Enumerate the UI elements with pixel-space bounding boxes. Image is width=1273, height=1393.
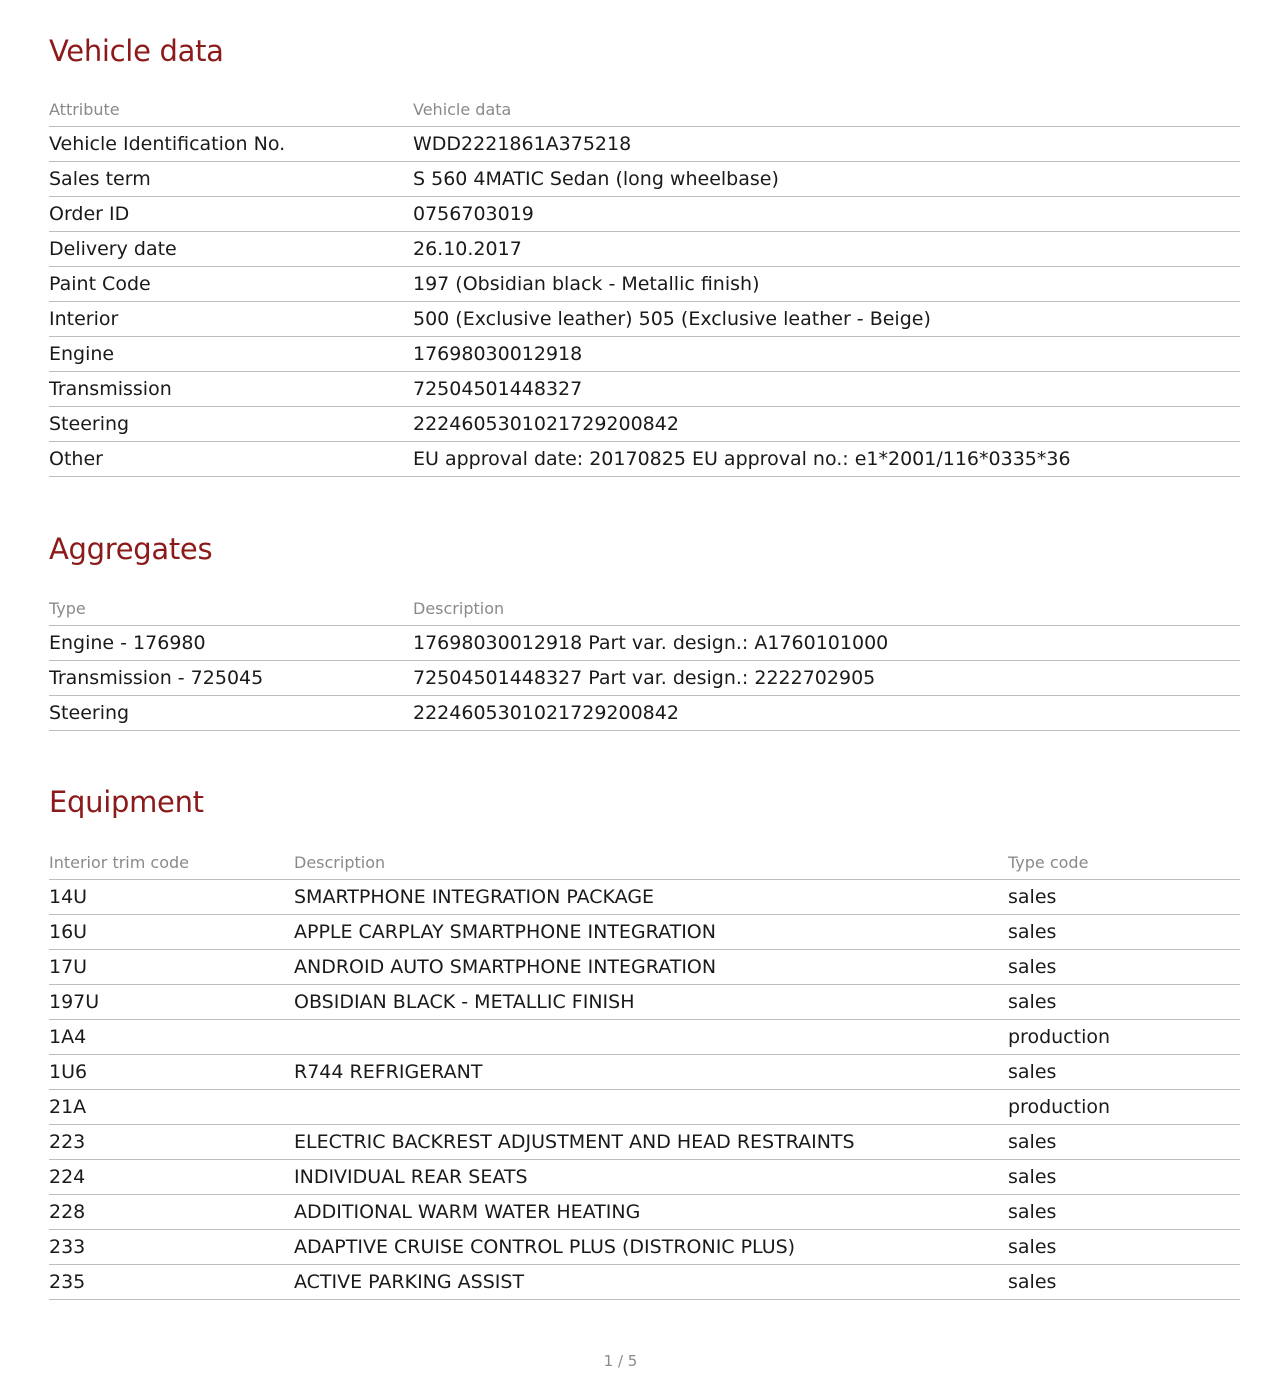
vehicle-data-table bbox=[49, 92, 1240, 477]
trim-code-cell: 223 bbox=[49, 1125, 294, 1160]
equipment-rows bbox=[49, 880, 1240, 1300]
table-row bbox=[49, 1055, 1240, 1090]
attribute-cell: Steering bbox=[49, 407, 413, 442]
column-header-attribute: Attribute bbox=[49, 92, 413, 127]
type-code-cell: sales bbox=[1008, 1055, 1240, 1090]
type-code-cell: sales bbox=[1008, 1195, 1240, 1230]
table-row bbox=[49, 407, 1240, 442]
description-cell: ELECTRIC BACKREST ADJUSTMENT AND HEAD RESTRAINTS bbox=[294, 1125, 1008, 1160]
trim-code-cell: 14U bbox=[49, 880, 294, 915]
value-cell: 197 (Obsidian black - Metallic finish) bbox=[413, 267, 1240, 302]
type-code-cell: sales bbox=[1008, 1265, 1240, 1300]
value-cell: 2224605301021729200842 bbox=[413, 407, 1240, 442]
table-header-row bbox=[49, 845, 1240, 880]
table-row bbox=[49, 626, 1240, 661]
trim-code-cell: 16U bbox=[49, 915, 294, 950]
description-cell: R744 REFRIGERANT bbox=[294, 1055, 1008, 1090]
column-header-interior-trim-code: Interior trim code bbox=[49, 845, 294, 880]
value-cell: 72504501448327 bbox=[413, 372, 1240, 407]
table-row bbox=[49, 915, 1240, 950]
table-row bbox=[49, 950, 1240, 985]
table-row bbox=[49, 267, 1240, 302]
type-code-cell: sales bbox=[1008, 915, 1240, 950]
description-cell: APPLE CARPLAY SMARTPHONE INTEGRATION bbox=[294, 915, 1008, 950]
column-header-vehicle-data: Vehicle data bbox=[413, 92, 1240, 127]
trim-code-cell: 1U6 bbox=[49, 1055, 294, 1090]
description-cell: ACTIVE PARKING ASSIST bbox=[294, 1265, 1008, 1300]
description-cell bbox=[294, 1020, 1008, 1055]
table-row bbox=[49, 1230, 1240, 1265]
table-row bbox=[49, 337, 1240, 372]
section-title-aggregates: Aggregates bbox=[49, 532, 213, 566]
description-cell: 72504501448327 Part var. design.: 2222702905 bbox=[413, 661, 1240, 696]
table-row bbox=[49, 127, 1240, 162]
type-cell: Transmission - 725045 bbox=[49, 661, 413, 696]
table-row bbox=[49, 442, 1240, 477]
aggregates-section bbox=[49, 531, 1240, 731]
attribute-cell: Paint Code bbox=[49, 267, 413, 302]
column-header-type-code: Type code bbox=[1008, 845, 1240, 880]
table-row bbox=[49, 1160, 1240, 1195]
section-title-equipment: Equipment bbox=[49, 785, 204, 819]
type-code-cell: sales bbox=[1008, 880, 1240, 915]
value-cell: EU approval date: 20170825 EU approval no.: e1*2001/116*0335*36 bbox=[413, 442, 1240, 477]
equipment-section bbox=[49, 784, 1240, 1300]
type-code-cell: production bbox=[1008, 1090, 1240, 1125]
attribute-cell: Engine bbox=[49, 337, 413, 372]
table-row bbox=[49, 162, 1240, 197]
value-cell: 500 (Exclusive leather) 505 (Exclusive leather - Beige) bbox=[413, 302, 1240, 337]
description-cell: INDIVIDUAL REAR SEATS bbox=[294, 1160, 1008, 1195]
description-cell: ANDROID AUTO SMARTPHONE INTEGRATION bbox=[294, 950, 1008, 985]
description-cell: ADDITIONAL WARM WATER HEATING bbox=[294, 1195, 1008, 1230]
table-row bbox=[49, 1265, 1240, 1300]
table-header-row bbox=[49, 92, 1240, 127]
trim-code-cell: 233 bbox=[49, 1230, 294, 1265]
trim-code-cell: 1A4 bbox=[49, 1020, 294, 1055]
trim-code-cell: 17U bbox=[49, 950, 294, 985]
value-cell: S 560 4MATIC Sedan (long wheelbase) bbox=[413, 162, 1240, 197]
aggregates-rows bbox=[49, 626, 1240, 731]
page-indicator: 1 / 5 bbox=[603, 1352, 638, 1370]
table-row bbox=[49, 880, 1240, 915]
table-row bbox=[49, 197, 1240, 232]
section-title-vehicle-data: Vehicle data bbox=[49, 34, 224, 68]
table-row bbox=[49, 1020, 1240, 1055]
attribute-cell: Interior bbox=[49, 302, 413, 337]
column-header-description: Description bbox=[294, 845, 1008, 880]
value-cell: 17698030012918 bbox=[413, 337, 1240, 372]
value-cell: 26.10.2017 bbox=[413, 232, 1240, 267]
table-row bbox=[49, 232, 1240, 267]
trim-code-cell: 235 bbox=[49, 1265, 294, 1300]
table-row bbox=[49, 1090, 1240, 1125]
type-code-cell: sales bbox=[1008, 1230, 1240, 1265]
value-cell: 0756703019 bbox=[413, 197, 1240, 232]
attribute-cell: Delivery date bbox=[49, 232, 413, 267]
description-cell: ADAPTIVE CRUISE CONTROL PLUS (DISTRONIC PLUS) bbox=[294, 1230, 1008, 1265]
trim-code-cell: 228 bbox=[49, 1195, 294, 1230]
aggregates-table bbox=[49, 591, 1240, 731]
type-code-cell: sales bbox=[1008, 950, 1240, 985]
trim-code-cell: 21A bbox=[49, 1090, 294, 1125]
type-code-cell: production bbox=[1008, 1020, 1240, 1055]
description-cell: 2224605301021729200842 bbox=[413, 696, 1240, 731]
table-row bbox=[49, 372, 1240, 407]
column-header-type: Type bbox=[49, 591, 413, 626]
description-cell bbox=[294, 1090, 1008, 1125]
type-code-cell: sales bbox=[1008, 985, 1240, 1020]
vehicle-data-section bbox=[49, 33, 1240, 477]
type-code-cell: sales bbox=[1008, 1160, 1240, 1195]
type-cell: Steering bbox=[49, 696, 413, 731]
table-row bbox=[49, 1195, 1240, 1230]
vehicle-data-rows bbox=[49, 127, 1240, 477]
table-row bbox=[49, 302, 1240, 337]
attribute-cell: Other bbox=[49, 442, 413, 477]
trim-code-cell: 224 bbox=[49, 1160, 294, 1195]
description-cell: 17698030012918 Part var. design.: A1760101000 bbox=[413, 626, 1240, 661]
table-row bbox=[49, 985, 1240, 1020]
attribute-cell: Vehicle Identification No. bbox=[49, 127, 413, 162]
value-cell: WDD2221861A375218 bbox=[413, 127, 1240, 162]
type-code-cell: sales bbox=[1008, 1125, 1240, 1160]
table-row bbox=[49, 696, 1240, 731]
description-cell: OBSIDIAN BLACK - METALLIC FINISH bbox=[294, 985, 1008, 1020]
description-cell: SMARTPHONE INTEGRATION PACKAGE bbox=[294, 880, 1008, 915]
attribute-cell: Transmission bbox=[49, 372, 413, 407]
table-row bbox=[49, 661, 1240, 696]
table-header-row bbox=[49, 591, 1240, 626]
attribute-cell: Sales term bbox=[49, 162, 413, 197]
trim-code-cell: 197U bbox=[49, 985, 294, 1020]
equipment-table bbox=[49, 845, 1240, 1300]
table-row bbox=[49, 1125, 1240, 1160]
attribute-cell: Order ID bbox=[49, 197, 413, 232]
type-cell: Engine - 176980 bbox=[49, 626, 413, 661]
column-header-description: Description bbox=[413, 591, 1240, 626]
